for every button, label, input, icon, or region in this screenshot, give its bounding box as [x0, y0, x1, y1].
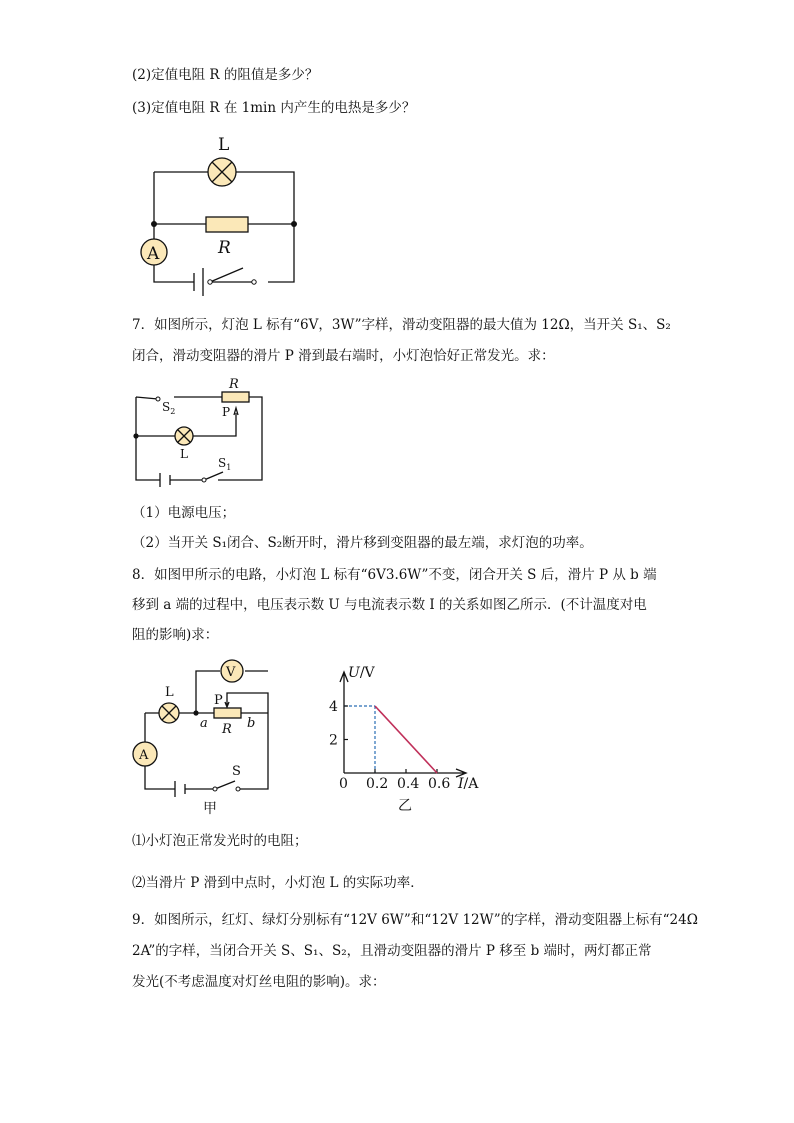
- switch-icon: [215, 781, 235, 789]
- switch-icon: [204, 472, 223, 480]
- q9-line3: 发光(不考虑温度对灯丝电阻的影响)。求：: [132, 974, 386, 990]
- rheostat-icon: [222, 392, 249, 402]
- ammeter-label: A: [147, 244, 160, 264]
- slider-label: P: [214, 693, 223, 708]
- x-axis-label: I/A: [458, 776, 479, 792]
- q9-line2: 2A”的字样，当闭合开关 S、S₁、S₂，且滑动变阻器的滑片 P 移至 b 端时，两灯都正常: [132, 943, 652, 959]
- resistor-icon: [206, 217, 248, 232]
- u-i-chart: [320, 660, 490, 820]
- y-axis-label: U/V: [348, 665, 375, 681]
- q6-part3: (3)定值电阻 R 在 1min 内产生的电热是多少？: [132, 100, 416, 116]
- slider-label: P: [222, 405, 231, 419]
- figure-caption-yi: 乙: [398, 798, 412, 814]
- switch-icon: [210, 268, 243, 282]
- end-a-label: a: [200, 716, 208, 731]
- q7-sub2: （2）当开关 S₁闭合、S₂断开时，滑片移到变阻器的最左端，求灯泡的功率。: [132, 535, 593, 551]
- battery-icon: [175, 781, 185, 797]
- figure-caption-jia: 甲: [203, 801, 217, 817]
- circuit-figure-1: [130, 128, 310, 303]
- y-axis: [340, 672, 348, 773]
- circuit-figure-3: [130, 655, 280, 820]
- q8-line1: 8．如图甲所示的电路，小灯泡 L 标有“6V3.6W”不变，闭合开关 S 后，滑片 P 从 b 端: [132, 567, 657, 583]
- lamp-label: L: [180, 447, 188, 461]
- q8-line2: 移到 a 端的过程中，电压表示数 U 与电流表示数 I 的关系如图乙所示．(不计温度对电: [132, 597, 647, 613]
- q9-line1: 9．如图所示，红灯、绿灯分别标有“12V 6W”和“12V 12W”的字样，滑动变阻器上标有“24Ω: [132, 912, 698, 928]
- battery-icon: [160, 473, 170, 487]
- circuit-figure-2: [130, 375, 270, 485]
- switch1-label: $S_1$: [218, 456, 232, 472]
- x-tick-label-2: 0.6: [428, 776, 451, 792]
- resistor-label: R: [218, 238, 231, 258]
- x-tick-label-1: 0.4: [397, 776, 420, 792]
- battery-icon: [194, 268, 203, 296]
- lamp-label: L: [218, 135, 230, 155]
- y-tick-label-0: 2: [329, 732, 338, 749]
- switch2-label: $S_2$: [162, 400, 176, 416]
- q8-sub2: ⑵当滑片 P 滑到中点时，小灯泡 L 的实际功率．: [132, 875, 424, 891]
- q6-part2: (2)定值电阻 R 的阻值是多少？: [132, 67, 319, 83]
- q7-sub1: （1）电源电压；: [132, 505, 236, 521]
- voltmeter-label: V: [226, 665, 236, 680]
- rheostat-icon: [214, 708, 241, 718]
- rheostat-label: R: [229, 377, 239, 392]
- q7-line2: 闭合，滑动变阻器的滑片 P 滑到最右端时，小灯泡恰好正常发光。求：: [132, 348, 555, 364]
- q7-line1: 7．如图所示，灯泡 L 标有“6V，3W”字样，滑动变阻器的最大值为 12Ω，当开关 S₁、S₂: [132, 317, 671, 333]
- rheostat-label: R: [222, 722, 232, 737]
- end-b-label: b: [247, 716, 256, 731]
- q8-line3: 阻的影响)求：: [132, 627, 219, 643]
- switch-label: S: [232, 764, 241, 779]
- origin-label: 0: [339, 776, 348, 792]
- x-tick-label-0: 0.2: [366, 776, 389, 792]
- lamp-label: L: [165, 685, 174, 700]
- series-line-0: [375, 706, 437, 773]
- y-tick-label-1: 4: [329, 699, 338, 715]
- ammeter-label: A: [139, 748, 149, 763]
- q8-sub1: ⑴小灯泡正常发光时的电阻；: [132, 833, 308, 849]
